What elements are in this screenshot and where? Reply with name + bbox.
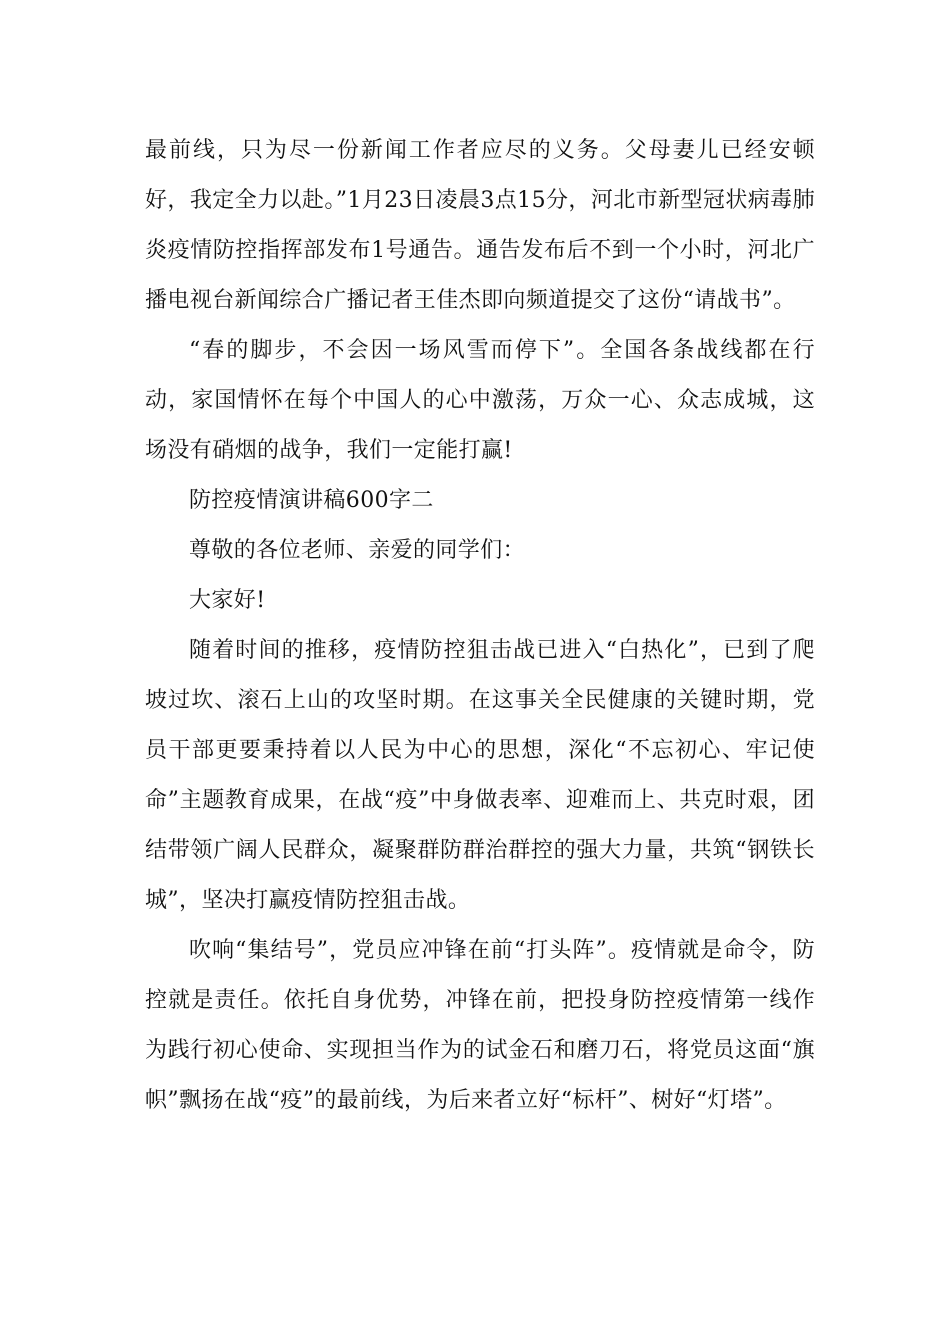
- paragraph-rally-call: 吹响“集结号”，党员应冲锋在前“打头阵”。疫情就是命令，防控就是责任。依托自身优势，冲锋在前，把投身防控疫情第一线作为践行初心使命、实现担当作为的试金石和磨刀石，将党员这面“旗帜”飘扬在战“疫”的最前线，为后来者立好“标杆”、树好“灯塔”。: [145, 938, 815, 1113]
- paragraph-spring-steps: “春的脚步，不会因一场风雪而停下”。全国各条战线都在行动，家国情怀在每个中国人的心中激荡，万众一心、众志成城，这场没有硝烟的战争，我们一定能打赢!: [145, 338, 815, 463]
- section-heading: 防控疫情演讲稿600字二: [189, 488, 434, 513]
- paragraph-continuation: 最前线，只为尽一份新闻工作者应尽的义务。父母妻儿已经安顿好，我定全力以赴。”1月23日凌晨3点15分，河北市新型冠状病毒肺炎疫情防控指挥部发布1号通告。通告发布后不到一个小时，河北广播电视台新闻综合广播记者王佳杰即向频道提交了这份“请战书”。: [145, 138, 815, 313]
- paragraph-epidemic-control: 随着时间的推移，疫情防控狙击战已进入“白热化”，已到了爬坡过坎、滚石上山的攻坚时期。在这事关全民健康的关键时期，党员干部更要秉持着以人民为中心的思想，深化“不忘初心、牢记使命”主题教育成果，在战“疫”中身做表率、迎难而上、共克时艰，团结带领广阔人民群众，凝聚群防群治群控的强大力量，共筑“钢铁长城”，坚决打赢疫情防控狙击战。: [145, 638, 815, 913]
- salutation: 尊敬的各位老师、亲爱的同学们：: [189, 538, 526, 563]
- document-body: [145, 126, 815, 1126]
- greeting: 大家好!: [189, 588, 266, 613]
